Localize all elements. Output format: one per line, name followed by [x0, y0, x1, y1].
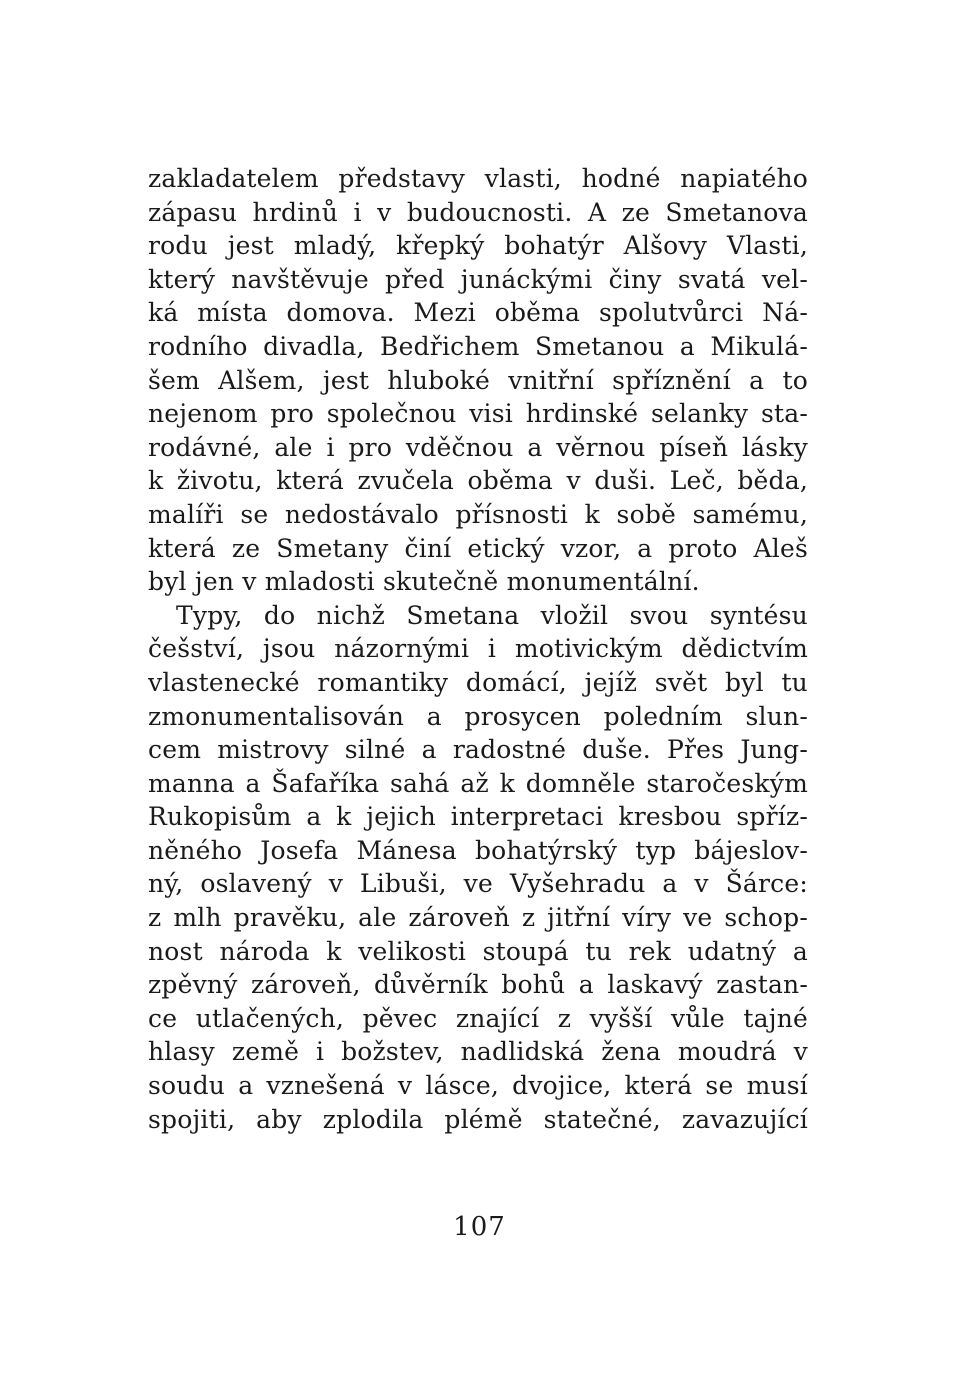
text-line: ný, oslavený v Libuši, ve Vyšehradu a v Šárce: [148, 869, 808, 899]
text-line: z mlh pravěku, ale zároveň z jitřní víry ve schop- [148, 903, 808, 933]
text-line: zakladatelem představy vlasti, hodné napiatého [148, 164, 808, 193]
paragraph [148, 162, 808, 599]
text-line: Typy, do nichž Smetana vložil svou syntésu [176, 600, 808, 630]
text-line: šem Alšem, jest hluboké vnitřní spříznění a to [148, 365, 808, 395]
text-line: rodního divadla, Bedřichem Smetanou a Mikulá- [148, 331, 808, 361]
text-line: cem mistrovy silné a radostné duše. Přes Jung- [148, 735, 808, 765]
text-line: ce utlačených, pěvec znající z vyšší vůle tajné [148, 1003, 808, 1033]
page-number: 107 [453, 1212, 506, 1242]
text-line: nost národa k velikosti stoupá tu rek udatný a [148, 936, 808, 966]
text-line: spojiti, aby zplodila plémě statečné, zavazující [148, 1104, 808, 1134]
text-line: rodu jest mladý, křepký bohatýr Alšovy Vlasti, [148, 231, 808, 261]
text-line: rodávné, ale i pro vděčnou a věrnou píseň lásky [148, 432, 808, 462]
text-line: zpěvný zároveň, důvěrník bohů a laskavý zastan- [148, 970, 808, 1000]
text-line: vlastenecké romantiky domácí, jejíž svět byl tu [148, 667, 808, 697]
text-line: k životu, která zvučela oběma v duši. Leč, běda, [148, 466, 808, 496]
text-line: soudu a vznešená v lásce, dvojice, která se musí [148, 1071, 808, 1101]
body-text [148, 162, 808, 1136]
text-line: zmonumentalisován a prosycen poledním slun- [148, 701, 808, 731]
text-line: ká místa domova. Mezi oběma spolutvůrci Ná- [148, 298, 808, 328]
text-line: který navštěvuje před junáckými činy svatá vel- [148, 264, 808, 294]
text-line: byl jen v mladosti skutečně monumentální. [148, 567, 700, 597]
text-line: nejenom pro společnou visi hrdinské selanky sta- [148, 399, 808, 429]
text-line: zápasu hrdinů i v budoucnosti. A ze Smetanova [148, 197, 808, 227]
text-line: manna a Šafaříka sahá až k domněle staročeským [148, 768, 808, 798]
text-line: Rukopisům a k jejich interpretaci kresbou spříz- [148, 802, 808, 832]
text-line: malíři se nedostávalo přísnosti k sobě samému, [148, 499, 808, 529]
text-line: hlasy země i božstev, nadlidská žena moudrá v [148, 1037, 808, 1067]
text-line: která ze Smetany činí etický vzor, a proto Aleš [148, 533, 808, 563]
text-line: něného Josefa Mánesa bohatýrský typ bájeslov- [148, 835, 808, 865]
text-line: češství, jsou názornými i motivickým dědictvím [148, 634, 808, 664]
paragraph [148, 599, 808, 1137]
